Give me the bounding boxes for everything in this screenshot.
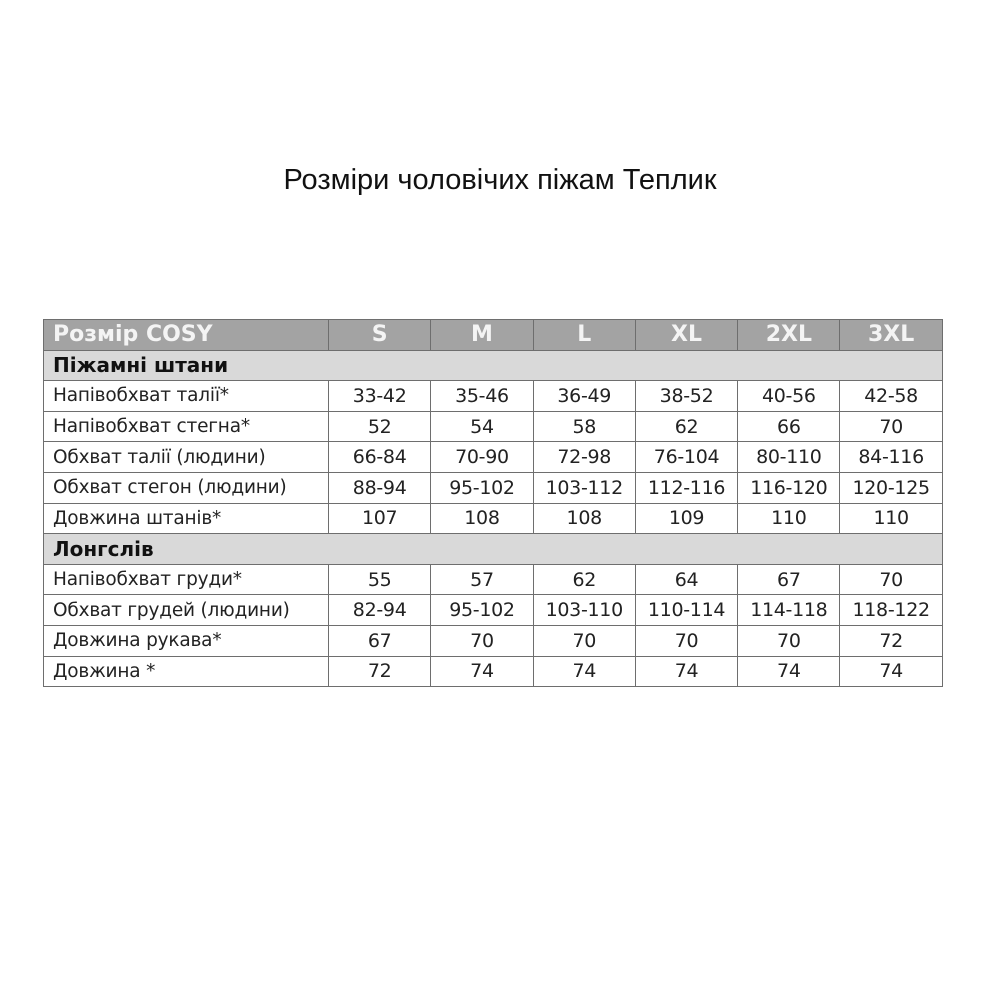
row-label: Обхват стегон (людини) [44,472,329,503]
header-size-l: L [533,320,635,351]
row-label: Обхват талії (людини) [44,442,329,473]
row-label: Довжина рукава* [44,625,329,656]
row-label: Обхват грудей (людини) [44,595,329,626]
cell-value: 36-49 [533,381,635,412]
row-label: Напівобхват груди* [44,564,329,595]
cell-value: 70 [840,564,942,595]
cell-value: 120-125 [840,472,942,503]
cell-value: 64 [635,564,737,595]
cell-value: 103-110 [533,595,635,626]
cell-value: 40-56 [738,381,840,412]
cell-value: 88-94 [329,472,431,503]
cell-value: 110 [840,503,942,534]
section-title: Піжамні штани [44,350,943,381]
cell-value: 110 [738,503,840,534]
cell-value: 62 [533,564,635,595]
cell-value: 62 [635,411,737,442]
header-size-m: M [431,320,533,351]
cell-value: 95-102 [431,472,533,503]
table-row [44,381,943,412]
cell-value: 95-102 [431,595,533,626]
cell-value: 72-98 [533,442,635,473]
cell-value: 70-90 [431,442,533,473]
header-size-label: Розмір COSY [44,320,329,351]
cell-value: 116-120 [738,472,840,503]
cell-value: 74 [431,656,533,687]
table-row [44,564,943,595]
table-row [44,595,943,626]
section-row [44,534,943,565]
cell-value: 109 [635,503,737,534]
cell-value: 52 [329,411,431,442]
cell-value: 66 [738,411,840,442]
row-label: Напівобхват талії* [44,381,329,412]
cell-value: 108 [431,503,533,534]
cell-value: 54 [431,411,533,442]
cell-value: 108 [533,503,635,534]
cell-value: 38-52 [635,381,737,412]
cell-value: 114-118 [738,595,840,626]
table-row [44,625,943,656]
cell-value: 112-116 [635,472,737,503]
row-label: Довжина * [44,656,329,687]
table-row [44,472,943,503]
header-size-3xl: 3XL [840,320,942,351]
cell-value: 66-84 [329,442,431,473]
table-row [44,503,943,534]
cell-value: 70 [738,625,840,656]
cell-value: 70 [840,411,942,442]
cell-value: 76-104 [635,442,737,473]
cell-value: 74 [635,656,737,687]
cell-value: 72 [329,656,431,687]
row-label: Довжина штанів* [44,503,329,534]
cell-value: 67 [329,625,431,656]
row-label: Напівобхват стегна* [44,411,329,442]
header-size-xl: XL [635,320,737,351]
cell-value: 103-112 [533,472,635,503]
section-row [44,350,943,381]
cell-value: 33-42 [329,381,431,412]
table-header-row [44,320,943,351]
cell-value: 74 [533,656,635,687]
cell-value: 80-110 [738,442,840,473]
cell-value: 58 [533,411,635,442]
cell-value: 74 [840,656,942,687]
cell-value: 42-58 [840,381,942,412]
cell-value: 35-46 [431,381,533,412]
cell-value: 84-116 [840,442,942,473]
size-chart-table [43,319,943,687]
cell-value: 107 [329,503,431,534]
cell-value: 67 [738,564,840,595]
cell-value: 110-114 [635,595,737,626]
page-title: Розміри чоловічих піжам Теплик [283,164,717,196]
cell-value: 70 [533,625,635,656]
cell-value: 70 [431,625,533,656]
cell-value: 74 [738,656,840,687]
table-row [44,442,943,473]
cell-value: 118-122 [840,595,942,626]
cell-value: 72 [840,625,942,656]
cell-value: 70 [635,625,737,656]
cell-value: 82-94 [329,595,431,626]
header-size-2xl: 2XL [738,320,840,351]
cell-value: 57 [431,564,533,595]
table-body [44,350,943,687]
section-title: Лонгслів [44,534,943,565]
table-row [44,411,943,442]
header-size-s: S [329,320,431,351]
cell-value: 55 [329,564,431,595]
table-row [44,656,943,687]
